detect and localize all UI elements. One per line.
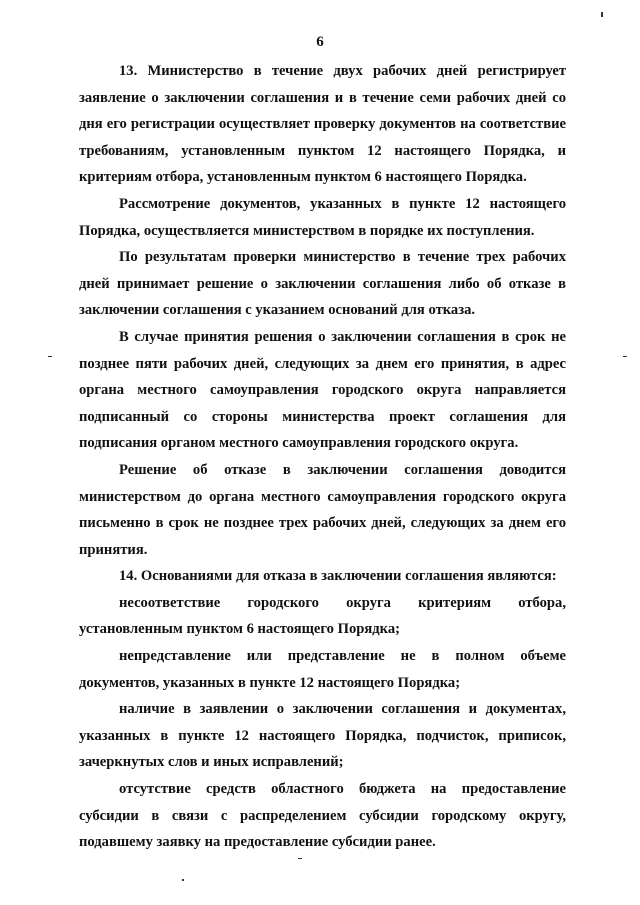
refusal-ground-documents: непредставление или представление не в полном объеме документов, указанных в пункте 12 настоящего Порядка; (79, 648, 566, 691)
scan-speck (298, 858, 302, 859)
scan-speck (623, 356, 627, 357)
refusal-ground-criteria: несоответствие городского округа критериям отбора, установленным пунктом 6 настоящего Порядка; (79, 594, 566, 638)
refusal-ground-corrections: наличие в заявлении о заключении соглашения и документах, указанных в пункте 12 настоящего Порядка, подчисток, приписок, зачеркнутых слов и иных исправлений; (79, 701, 566, 771)
paragraph-review-order: Рассмотрение документов, указанных в пункте 12 настоящего Порядка, осуществляется министерством в порядке их поступления. (79, 195, 566, 239)
scan-speck (48, 356, 52, 357)
scan-speck (601, 12, 603, 17)
paragraph-refusal-notice: Решение об отказе в заключении соглашения доводится министерством до органа местного самоуправления городского округа письменно в срок не позднее трех рабочих дней, следующих за днем его принятия. (79, 461, 566, 558)
paragraph-decision: По результатам проверки министерство в течение трех рабочих дней принимает решение о заключении соглашения либо об отказе в заключении соглашения с указанием оснований для отказа. (79, 249, 566, 319)
paragraph-13-registration: 13. Министерство в течение двух рабочих дней регистрирует заявление о заключении соглашения и в течение семи рабочих дней со дня его регистрации осуществляет проверку документов на соответствие требованиям, установленным пунктом 12 настоящего Порядка, и критериям отбора, установленным пунктом 6 настоящего Порядка. (79, 63, 566, 186)
paragraph-agreement-sending: В случае принятия решения о заключении соглашения в срок не позднее пяти рабочих дней, следующих за днем его принятия, в адрес органа местного самоуправления городского округа направляется подписанный со стороны министерства проект соглашения для подписания органом местного самоуправления городского округа. (79, 328, 566, 452)
page-number: 6 (316, 34, 324, 50)
scan-speck (182, 879, 184, 881)
document-body (79, 58, 566, 856)
refusal-ground-budget: отсутствие средств областного бюджета на предоставление субсидии в связи с распределением субсидии городскому округу, подавшему заявку на предоставление субсидии ранее. (79, 781, 566, 851)
paragraph-14-refusal-grounds: 14. Основаниями для отказа в заключении соглашения являются: (119, 568, 557, 585)
